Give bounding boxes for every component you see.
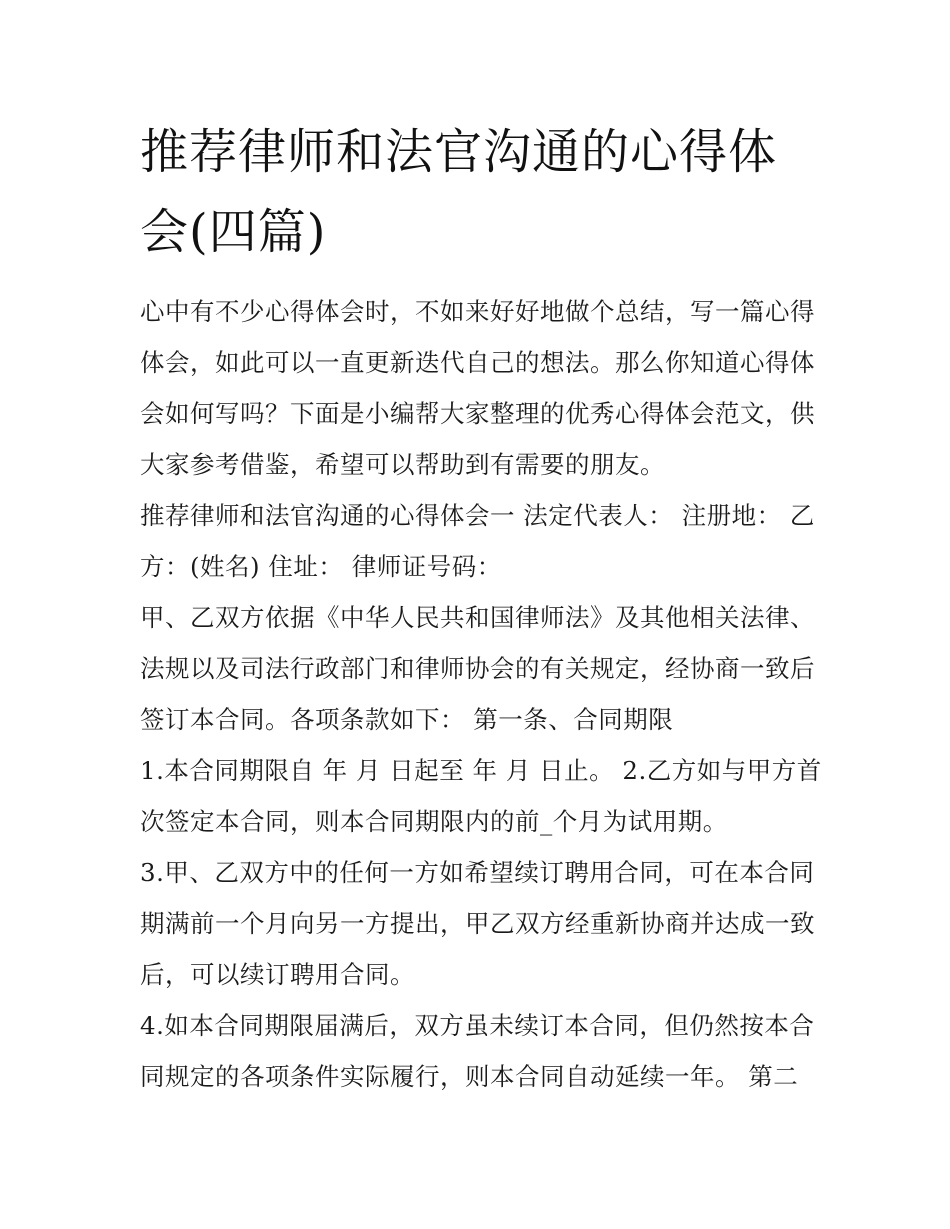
body-line: 签订本合同。各项条款如下： 第一条、合同期限 — [140, 705, 674, 734]
body-line: 4.如本合同期限届满后，双方虽未续订本合同，但仍然按本合 — [140, 1011, 815, 1040]
title-line: 会(四篇) — [140, 204, 327, 260]
body-line: 次签定本合同，则本合同期限内的前_个月为试用期。 — [140, 807, 728, 836]
body-line: 后，可以续订聘用合同。 — [140, 960, 415, 989]
body-line: 推荐律师和法官沟通的心得体会一 法定代表人： 注册地： 乙 — [140, 501, 815, 530]
body-line: 心中有不少心得体会时，不如来好好地做个总结，写一篇心得 — [140, 297, 815, 326]
body-line: 3.甲、乙双方中的任何一方如希望续订聘用合同，可在本合同 — [140, 858, 815, 887]
body-line: 甲、乙双方依据《中华人民共和国律师法》及其他相关法律、 — [140, 603, 815, 632]
document-body — [140, 286, 830, 1102]
body-line: 体会，如此可以一直更新迭代自己的想法。那么你知道心得体 — [140, 348, 815, 377]
body-line: 同规定的各项条件实际履行，则本合同自动延续一年。 第二 — [140, 1062, 799, 1091]
body-line: 大家参考借鉴，希望可以帮助到有需要的朋友。 — [140, 450, 665, 479]
body-line: 方：(姓名) 住址： 律师证号码： — [140, 552, 502, 581]
body-line: 会如何写吗？下面是小编帮大家整理的优秀心得体会范文，供 — [140, 399, 815, 428]
document-content — [140, 112, 830, 1102]
title-line: 推荐律师和法官沟通的心得体 — [140, 124, 778, 180]
body-line: 1.本合同期限自 年 月 日起至 年 月 日止。 2.乙方如与甲方首 — [140, 756, 822, 785]
document-title — [140, 112, 830, 272]
body-line: 期满前一个月向另一方提出，甲乙双方经重新协商并达成一致 — [140, 909, 815, 938]
body-line: 法规以及司法行政部门和律师协会的有关规定，经协商一致后 — [140, 654, 815, 683]
